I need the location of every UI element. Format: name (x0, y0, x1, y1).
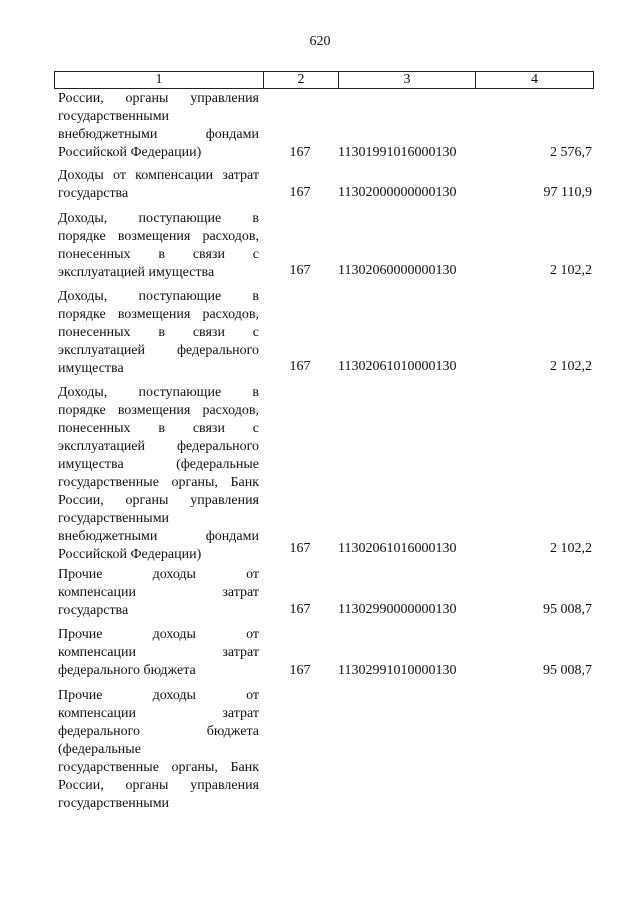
desc-line: Прочие доходы от (58, 567, 259, 582)
page-number: 620 (309, 34, 331, 49)
row-amount: 95 008,7 (543, 602, 592, 617)
row-admin-code: 167 (289, 663, 311, 678)
desc-line: эксплуатацией федерального (58, 343, 259, 358)
desc-line: Российской Федерации) (58, 547, 202, 562)
row-budget-code: 11302991010000130 (338, 663, 457, 678)
desc-line: государственные органы, Банк (58, 760, 259, 775)
desc-line: государственными (58, 511, 170, 526)
desc-line: Доходы, поступающие в (58, 289, 259, 304)
row-description (58, 687, 259, 813)
table-header (54, 71, 594, 89)
desc-line: порядке возмещения расходов, (58, 403, 259, 418)
desc-line: (федеральные (58, 742, 141, 757)
desc-line: компенсации затрат (58, 706, 259, 721)
row-budget-code: 11302000000000130 (338, 185, 457, 200)
desc-line: компенсации затрат (58, 585, 259, 600)
desc-line: Доходы от компенсации затрат (58, 168, 259, 183)
desc-line: России, органы управления (58, 91, 259, 106)
desc-line: порядке возмещения расходов, (58, 229, 259, 244)
desc-line: Прочие доходы от (58, 688, 259, 703)
desc-line: порядке возмещения расходов, (58, 307, 259, 322)
desc-line: федерального бюджета (58, 724, 259, 739)
row-description (58, 210, 259, 282)
row-budget-code: 11302061016000130 (338, 541, 457, 556)
row-admin-code: 167 (289, 359, 311, 374)
header-col-1: 1 (55, 72, 264, 88)
row-description (58, 626, 259, 680)
desc-line: понесенных в связи с (58, 325, 259, 340)
row-budget-code: 11302060000000130 (338, 263, 457, 278)
row-description (58, 90, 259, 162)
desc-line: Доходы, поступающие в (58, 211, 259, 226)
row-amount: 97 110,9 (543, 185, 592, 200)
desc-line: понесенных в связи с (58, 421, 259, 436)
desc-line: эксплуатацией федерального (58, 439, 259, 454)
desc-line: государства (58, 603, 129, 618)
row-admin-code: 167 (289, 185, 311, 200)
desc-line: государственными (58, 796, 170, 811)
desc-line: федерального бюджета (58, 663, 196, 678)
row-amount: 95 008,7 (543, 663, 592, 678)
row-description (58, 167, 259, 203)
header-col-4: 4 (531, 72, 538, 87)
row-amount: 2 102,2 (550, 541, 592, 556)
desc-line: государственными (58, 109, 170, 124)
desc-line: Российской Федерации) (58, 145, 202, 160)
desc-line: внебюджетными фондами (58, 529, 259, 544)
row-admin-code: 167 (289, 263, 311, 278)
desc-line: Доходы, поступающие в (58, 385, 259, 400)
desc-line: имущества (федеральные (58, 457, 259, 472)
header-col-2: 2 (264, 72, 339, 88)
desc-line: Прочие доходы от (58, 627, 259, 642)
row-admin-code: 167 (289, 602, 311, 617)
row-amount: 2 102,2 (550, 263, 592, 278)
desc-line: компенсации затрат (58, 645, 259, 660)
row-amount: 2 576,7 (550, 145, 592, 160)
header-col-3: 3 (339, 72, 476, 88)
desc-line: эксплуатацией имущества (58, 265, 215, 280)
row-budget-code: 11301991016000130 (338, 145, 457, 160)
row-admin-code: 167 (289, 541, 311, 556)
row-budget-code: 11302061010000130 (338, 359, 457, 374)
desc-line: России, органы управления (58, 493, 259, 508)
desc-line: государства (58, 186, 129, 201)
desc-line: понесенных в связи с (58, 247, 259, 262)
row-budget-code: 11302990000000130 (338, 602, 457, 617)
desc-line: России, органы управления (58, 778, 259, 793)
desc-line: внебюджетными фондами (58, 127, 259, 142)
row-description (58, 384, 259, 564)
desc-line: имущества (58, 361, 124, 376)
row-description (58, 288, 259, 378)
row-admin-code: 167 (289, 145, 311, 160)
desc-line: государственные органы, Банк (58, 475, 259, 490)
row-amount: 2 102,2 (550, 359, 592, 374)
row-description (58, 566, 259, 620)
